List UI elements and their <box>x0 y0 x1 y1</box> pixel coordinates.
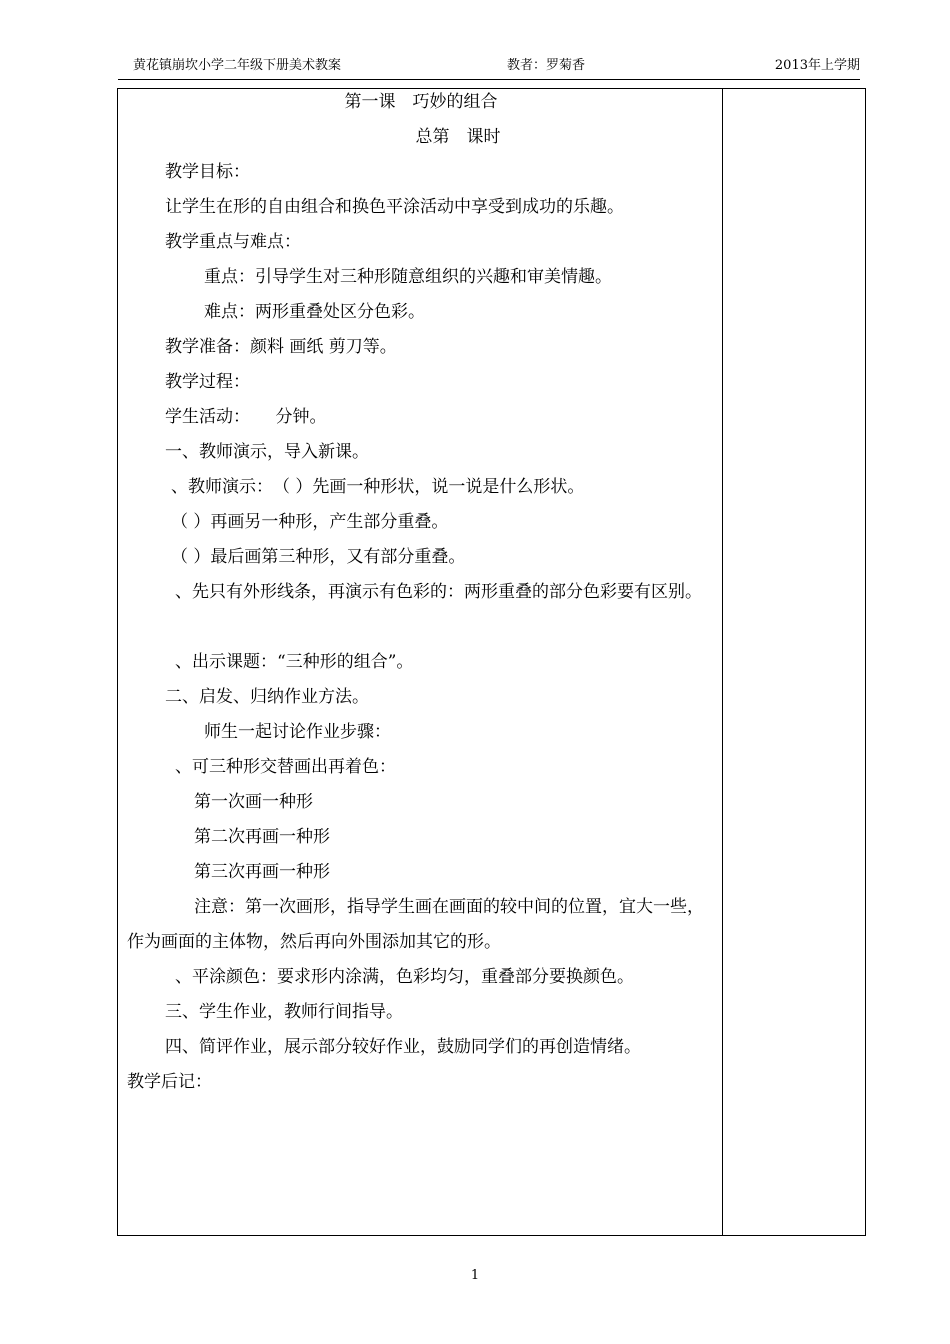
content-line: 重点：引导学生对三种形随意组织的兴趣和审美情趣。 <box>204 267 612 287</box>
header-rule <box>118 79 860 80</box>
content-line: 一、教师演示，导入新课。 <box>165 442 369 462</box>
header-school: 黄花镇崩坎小学二年级下册美术教案 <box>133 58 342 73</box>
content-line: 第一次画一种形 <box>194 792 313 812</box>
content-line: 教学目标： <box>165 162 250 182</box>
header-term: 2013年上学期 <box>774 58 860 73</box>
content-line: （ ）最后画第三种形，又有部分重叠。 <box>171 547 466 567</box>
content-line: 二、启发、归纳作业方法。 <box>165 687 369 707</box>
content-line: 、教师演示： （ ）先画一种形状，说一说是什么形状。 <box>171 477 585 497</box>
page-number: 1 <box>470 1268 480 1283</box>
content-line: 、可三种形交替画出再着色： <box>175 757 396 777</box>
content-paragraph: 注意：第一次画形，指导学生画在画面的较中间的位置，宜大一些，作为画面的主体物，然后再向外围添加其它的形。 <box>127 897 704 952</box>
content-line: 教学准备：颜料 画纸 剪刀等。 <box>165 337 397 357</box>
content-line: 教学重点与难点： <box>165 232 301 252</box>
content-line: 难点：两形重叠处区分色彩。 <box>204 302 425 322</box>
content-line: 第二次再画一种形 <box>194 827 330 847</box>
content-line: 、平涂颜色：要求形内涂满，色彩均匀，重叠部分要换颜色。 <box>175 967 634 987</box>
notes-column-divider <box>722 88 723 1236</box>
lesson-title: 第一课 巧妙的组合 <box>344 92 498 112</box>
content-line: 教学过程： <box>165 372 250 392</box>
content-line: 、出示课题：“三种形的组合”。 <box>175 652 414 672</box>
content-line: 三、学生作业，教师行间指导。 <box>165 1002 403 1022</box>
content-line: 学生活动： 分钟。 <box>165 407 327 427</box>
content-line: 第三次再画一种形 <box>194 862 330 882</box>
afterword-label: 教学后记： <box>127 1072 212 1092</box>
lesson-period: 总第 课时 <box>415 127 501 147</box>
content-paragraph: 、先只有外形线条，再演示有色彩的：两形重叠的部分色彩要有区别。 <box>175 582 702 602</box>
content-line: （ ）再画另一种形，产生部分重叠。 <box>171 512 449 532</box>
content-line: 让学生在形的自由组合和换色平涂活动中享受到成功的乐趣。 <box>165 197 624 217</box>
content-line: 四、简评作业，展示部分较好作业，鼓励同学们的再创造情绪。 <box>165 1037 641 1057</box>
content-line: 师生一起讨论作业步骤： <box>204 722 391 742</box>
header-teacher: 教者：罗菊香 <box>507 58 586 73</box>
